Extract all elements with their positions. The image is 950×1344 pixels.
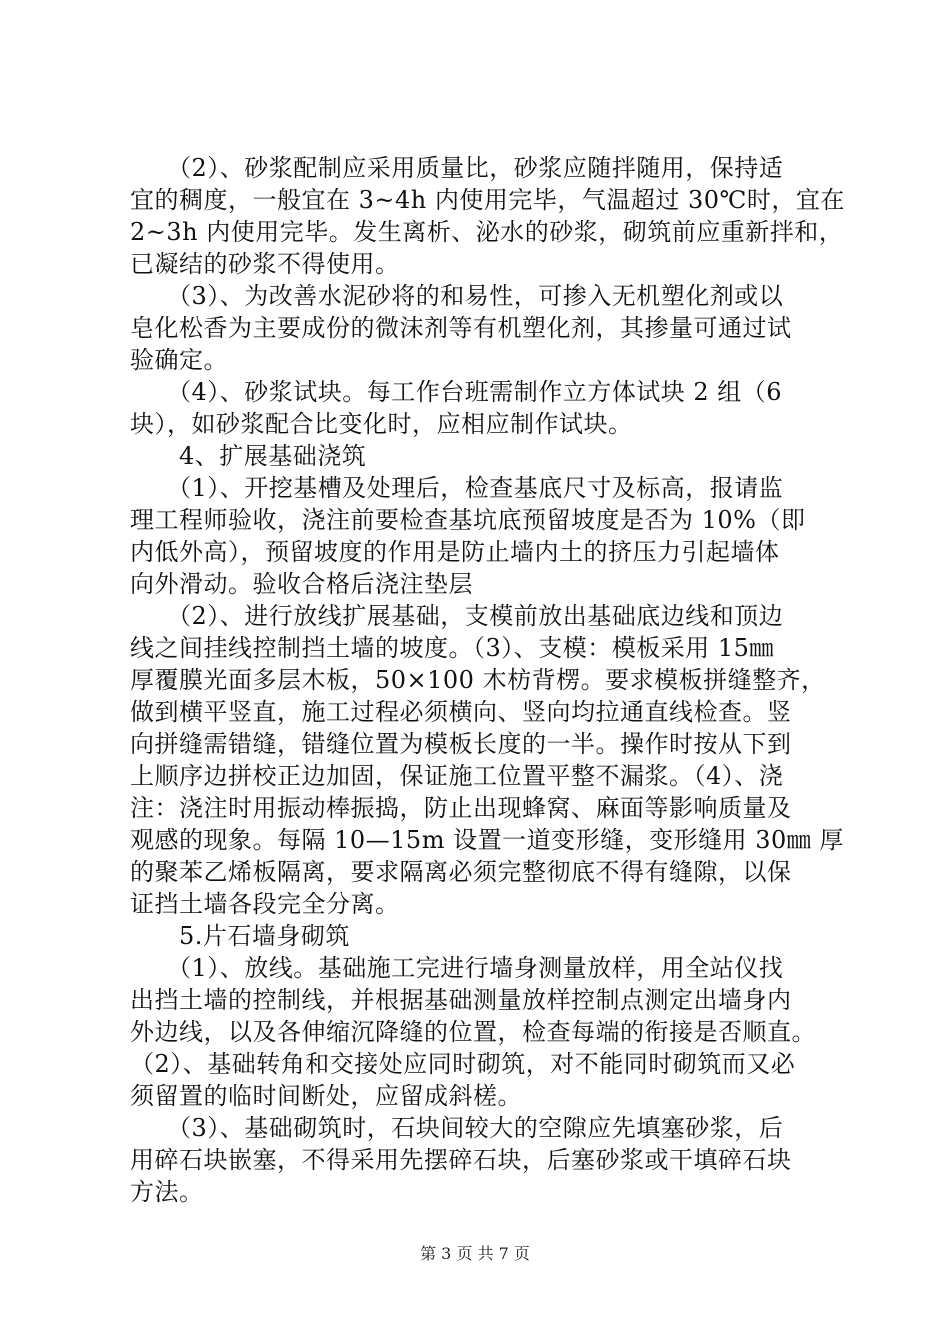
body-text: [130, 152, 845, 1208]
section-heading: 5.片石墙身砌筑: [130, 922, 350, 950]
text-line: （3）、为改善水泥砂将的和易性，可掺入无机塑化剂或以: [130, 282, 784, 310]
text-line: 做到横平竖直，施工过程必须横向、竖向均拉通直线检查。竖: [130, 698, 792, 726]
text-line: （2）、砂浆配制应采用质量比，砂浆应随拌随用，保持适: [130, 154, 784, 182]
text-line: （1）、开挖基槽及处理后，检查基底尺寸及标高，报请监: [130, 474, 784, 502]
text-line: （1）、放线。基础施工完进行墙身测量放样，用全站仪找: [130, 954, 784, 982]
text-line: （2）、进行放线扩展基础，支模前放出基础底边线和顶边: [130, 602, 784, 630]
text-line: 宜的稠度，一般宜在 3~4h 内使用完毕，气温超过 30℃时，宜在: [130, 186, 845, 214]
text-line: 内低外高），预留坡度的作用是防止墙内土的挤压力引起墙体: [130, 538, 780, 566]
text-line: 出挡土墙的控制线，并根据基础测量放样控制点测定出墙身内: [130, 986, 792, 1014]
section-heading: 4、扩展基础浇筑: [130, 442, 367, 470]
text-line: （3）、基础砌筑时，石块间较大的空隙应先填塞砂浆，后: [130, 1114, 784, 1142]
page-number-footer: 第 3 页 共 7 页: [420, 1244, 530, 1263]
text-line: 块），如砂浆配合比变化时，应相应制作试块。: [130, 410, 633, 438]
text-line: 外边线，以及各伸缩沉降缝的位置，检查每端的衔接是否顺直。: [130, 1018, 816, 1046]
text-line: （2）、基础转角和交接处应同时砌筑，对不能同时砌筑而又必: [130, 1050, 796, 1078]
text-line: 验确定。: [130, 346, 228, 374]
text-line: （4）、砂浆试块。每工作台班需制作立方体试块 2 组（6: [130, 378, 783, 406]
text-line: 已凝结的砂浆不得使用。: [130, 250, 400, 278]
text-line: 上顺序边拼校正边加固，保证施工位置平整不漏浆。（4）、浇: [130, 762, 784, 790]
text-line: 观感的现象。每隔 10—15m 设置一道变形缝，变形缝用 30㎜ 厚: [130, 826, 844, 854]
text-line: 厚覆膜光面多层木板，50×100 木枋背楞。要求模板拼缝整齐，: [130, 666, 826, 694]
text-line: 注：浇注时用振动棒振捣，防止出现蜂窝、麻面等影响质量及: [130, 794, 792, 822]
text-line: 2~3h 内使用完毕。发生离析、泌水的砂浆，砌筑前应重新拌和，: [130, 218, 844, 246]
text-line: 皂化松香为主要成份的微沫剂等有机塑化剂，其掺量可通过试: [130, 314, 792, 342]
text-line: 方法。: [130, 1178, 204, 1206]
text-line: 向外滑动。验收合格后浇注垫层: [130, 570, 473, 598]
text-line: 的聚苯乙烯板隔离，要求隔离必须完整彻底不得有缝隙，以保: [130, 858, 792, 886]
text-line: 理工程师验收，浇注前要检查基坑底预留坡度是否为 10%（即: [130, 506, 806, 534]
text-line: 证挡土墙各段完全分离。: [130, 890, 400, 918]
text-line: 向拼缝需错缝，错缝位置为模板长度的一半。操作时按从下到: [130, 730, 792, 758]
text-line: 须留置的临时间断处，应留成斜槎。: [130, 1082, 522, 1110]
text-line: 用碎石块嵌塞，不得采用先摆碎石块，后塞砂浆或干填碎石块: [130, 1146, 792, 1174]
text-line: 线之间挂线控制挡土墙的坡度。（3）、支模：模板采用 15㎜: [130, 634, 774, 662]
